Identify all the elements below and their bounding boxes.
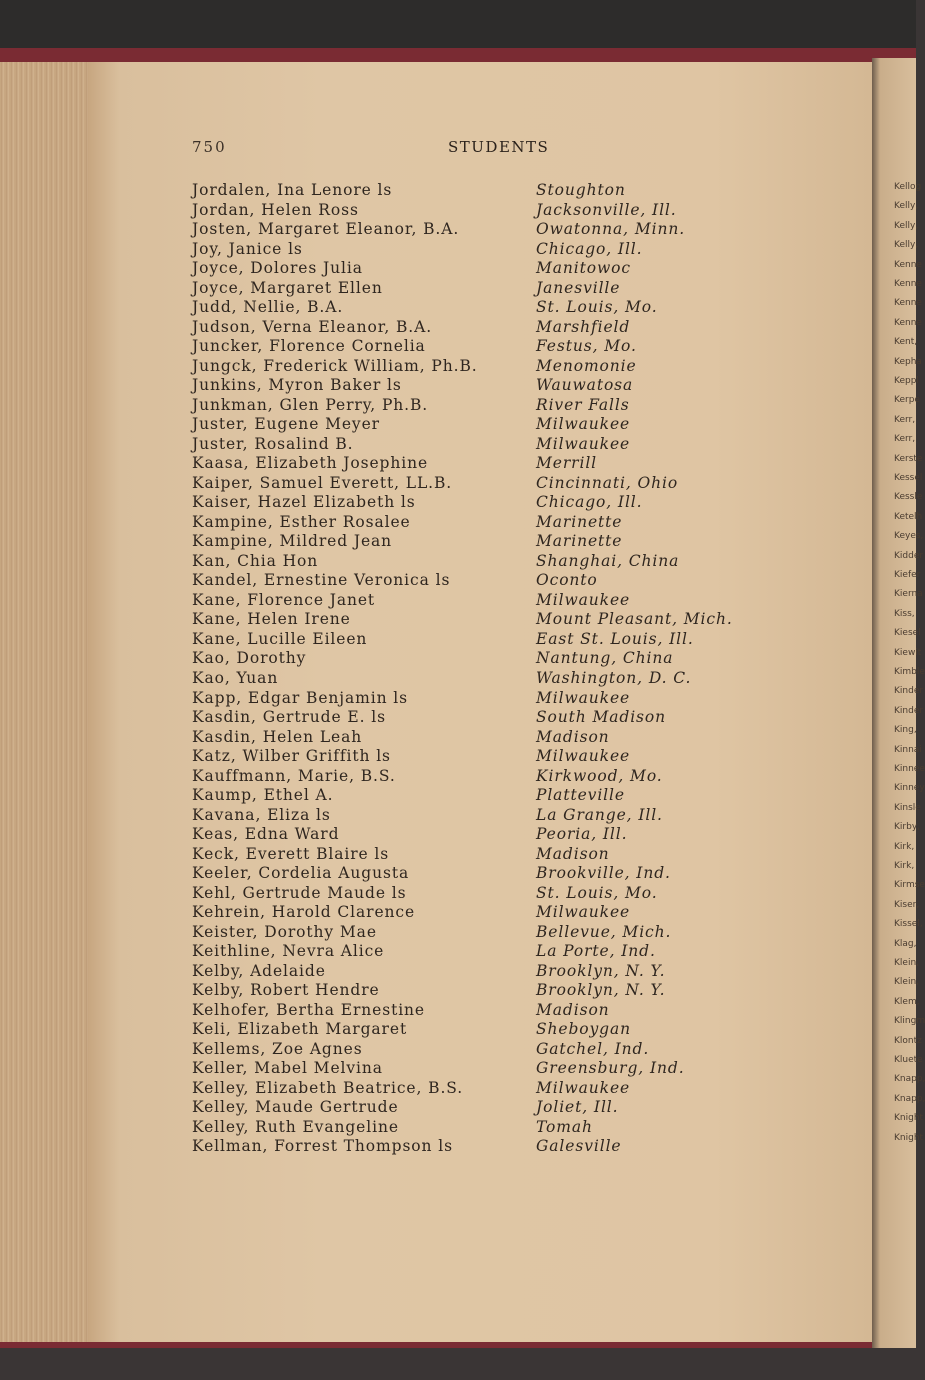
student-hometown: Bellevue, Mich. [536,923,672,941]
student-hometown: Manitowoc [536,259,631,277]
student-hometown: Madison [536,845,610,863]
next-page-fragment: Kerr, [894,434,916,444]
next-page-fragment: Kiesel [894,628,921,638]
student-hometown: Milwaukee [536,435,631,453]
student-name: Joyce, Margaret Ellen [192,279,383,297]
student-name: Kaasa, Elizabeth Josephine [192,454,429,472]
student-hometown: Janesville [536,279,621,297]
student-name: Kelley, Ruth Evangeline [192,1118,399,1136]
student-name: Keister, Dorothy Mae [192,923,377,941]
student-name: Katz, Wilber Griffith ls [192,747,391,765]
next-page-fragment: Kiser, [894,900,920,910]
background-top [0,0,916,52]
next-page-fragment: Kessle [894,492,923,502]
next-page-fragment: Kirk, [894,842,915,852]
student-name: Kapp, Edgar Benjamin ls [192,689,409,707]
next-page-fragment: Kerpe [894,395,920,405]
student-name: Keas, Edna Ward [192,825,340,843]
next-page-fragment: Kepha [894,357,922,367]
student-name: Kan, Chia Hon [192,552,319,570]
student-name: Keck, Everett Blaire ls [192,845,390,863]
student-name: Kandel, Ernestine Veronica ls [192,571,451,589]
student-name: Kampine, Mildred Jean [192,532,393,550]
student-hometown: Brookville, Ind. [536,864,671,882]
student-hometown: Sheboygan [536,1020,632,1038]
student-name: Keli, Elizabeth Margaret [192,1020,408,1038]
student-name: Kehl, Gertrude Maude ls [192,884,407,902]
next-page-fragment: Kirk, [894,861,915,871]
next-page-fragment: Kidder [894,551,924,561]
student-name: Jungck, Frederick William, Ph.B. [192,357,478,375]
next-page-fragment: Klem, [894,997,920,1007]
student-name: Kane, Florence Janet [192,591,376,609]
student-hometown: Madison [536,1001,610,1019]
student-name: Kauffmann, Marie, B.S. [192,767,396,785]
student-hometown: Chicago, Ill. [536,493,643,511]
student-hometown: Gatchel, Ind. [536,1040,650,1058]
student-name: Kehrein, Harold Clarence [192,903,416,921]
next-page-fragment: Kiss, [894,609,915,619]
student-name: Josten, Margaret Eleanor, B.A. [192,220,460,238]
next-page-fragment: Kinder [894,686,924,696]
student-hometown: Marinette [536,532,623,550]
student-hometown: Oconto [536,571,598,589]
next-page-fragment: Klingm [894,1016,925,1026]
student-name: Kelley, Elizabeth Beatrice, B.S. [192,1079,464,1097]
student-name: Keithline, Nevra Alice [192,942,385,960]
next-page-fragment: Knight [894,1113,924,1123]
next-page-fragment: Kenne [894,298,922,308]
student-hometown: East St. Louis, Ill. [536,630,694,648]
next-page-fragment: Kimble [894,667,925,677]
student-name: Judd, Nellie, B.A. [192,298,344,316]
student-name: Kellman, Forrest Thompson ls [192,1137,453,1155]
student-name: Jordan, Helen Ross [192,201,359,219]
student-hometown: Kirkwood, Mo. [536,767,663,785]
next-page-fragment: Kenne [894,279,922,289]
student-hometown: Cincinnati, Ohio [536,474,679,492]
next-page-fragment: Kessel [894,473,923,483]
next-page-fragment: Kerste [894,454,923,464]
next-page-fragment: Kirby, [894,822,921,832]
next-page-fragment: Keyes, [894,531,924,541]
student-name: Kelby, Adelaide [192,962,326,980]
next-page-fragment: Kellog [894,182,922,192]
student-hometown: Milwaukee [536,747,631,765]
student-hometown: Chicago, Ill. [536,240,643,258]
next-page-fragment: Kerr, [894,415,916,425]
student-hometown: Joliet, Ill. [536,1098,619,1116]
student-name: Kane, Lucille Eileen [192,630,368,648]
student-name: Kasdin, Helen Leah [192,728,363,746]
next-page-fragment: Keppl [894,376,919,386]
student-name: Kellems, Zoe Agnes [192,1040,363,1058]
next-page-fragment: Kenne [894,318,922,328]
next-page-fragment: Kelly, [894,240,919,250]
student-hometown: Brooklyn, N. Y. [536,981,666,999]
student-hometown: Stoughton [536,181,626,199]
student-hometown: Platteville [536,786,625,804]
next-page-fragment: Kinder [894,706,924,716]
student-hometown: Festus, Mo. [536,337,637,355]
student-hometown: La Porte, Ind. [536,942,656,960]
student-hometown: La Grange, Ill. [536,806,663,824]
student-hometown: Shanghai, China [536,552,680,570]
student-name: Kampine, Esther Rosalee [192,513,411,531]
student-name: Kaiser, Hazel Elizabeth ls [192,493,416,511]
next-page-fragment: Kelly, [894,201,919,211]
student-hometown: Madison [536,728,610,746]
student-hometown: Greensburg, Ind. [536,1059,685,1077]
student-name: Judson, Verna Eleanor, B.A. [192,318,433,336]
next-page-fragment: Knight [894,1133,924,1143]
next-page-fragment: Kent, [894,337,918,347]
next-page-fragment: Knapp, [894,1094,925,1104]
student-name: Kelhofer, Bertha Ernestine [192,1001,426,1019]
next-page-fragment: Knapp, [894,1074,925,1084]
next-page-fragment: Kinnee [894,764,925,774]
student-hometown: Merrill [536,454,598,472]
student-name: Juster, Eugene Meyer [192,415,380,433]
next-page-fragment: Kluete [894,1055,923,1065]
student-hometown: River Falls [536,396,630,414]
student-name: Kavana, Eliza ls [192,806,331,824]
student-hometown: Peoria, Ill. [536,825,628,843]
student-name: Juster, Rosalind B. [192,435,354,453]
page-number: 750 [192,138,227,156]
student-name: Kao, Dorothy [192,649,307,667]
student-hometown: South Madison [536,708,667,726]
student-name: Juncker, Florence Cornelia [192,337,426,355]
student-name: Keeler, Cordelia Augusta [192,864,410,882]
student-hometown: Galesville [536,1137,622,1155]
next-page-fragment: Kirmse [894,880,925,890]
next-page-fragment: Kinney [894,783,925,793]
next-page-fragment: Klontz [894,1036,922,1046]
next-page-fragment: Ketelh [894,512,923,522]
student-hometown: Milwaukee [536,1079,631,1097]
student-name: Junkman, Glen Perry, Ph.B. [192,396,429,414]
student-name: Joy, Janice ls [192,240,303,258]
student-hometown: Tomah [536,1118,593,1136]
student-hometown: Menomonie [536,357,637,375]
next-page-fragment: Klein, [894,958,920,968]
student-name: Junkins, Myron Baker ls [192,376,402,394]
student-name: Keller, Mabel Melvina [192,1059,383,1077]
next-page-fragment: Kiefer [894,570,921,580]
student-hometown: Nantung, China [536,649,674,667]
page-edges [0,62,95,1342]
next-page-fragment: Kelly, [894,221,919,231]
next-page-fragment: Kinnai [894,745,922,755]
student-name: Kelby, Robert Hendre [192,981,380,999]
student-name: Joyce, Dolores Julia [192,259,363,277]
next-page-fragment: Kierna [894,589,923,599]
next-page-fragment: Klein, [894,977,920,987]
student-hometown: Marinette [536,513,623,531]
next-page-fragment: King, [894,725,917,735]
next-page-fragment: Kissel, [894,919,923,929]
student-hometown: Brooklyn, N. Y. [536,962,666,980]
student-hometown: Milwaukee [536,689,631,707]
student-name: Jordalen, Ina Lenore ls [192,181,393,199]
next-page-fragment: Kinsle [894,803,921,813]
student-name: Kao, Yuan [192,669,279,687]
student-name: Kane, Helen Irene [192,610,351,628]
running-title: STUDENTS [448,138,550,156]
student-hometown: Milwaukee [536,903,631,921]
student-hometown: Milwaukee [536,591,631,609]
student-name: Kelley, Maude Gertrude [192,1098,399,1116]
student-hometown: Mount Pleasant, Mich. [536,610,733,628]
student-hometown: Washington, D. C. [536,669,692,687]
student-hometown: St. Louis, Mo. [536,884,658,902]
student-hometown: St. Louis, Mo. [536,298,658,316]
student-name: Kaump, Ethel A. [192,786,334,804]
next-page-fragment: Klag, [894,939,917,949]
student-hometown: Owatonna, Minn. [536,220,686,238]
student-hometown: Marshfield [536,318,631,336]
student-name: Kasdin, Gertrude E. ls [192,708,386,726]
student-name: Kaiper, Samuel Everett, LL.B. [192,474,453,492]
student-hometown: Wauwatosa [536,376,634,394]
next-page-fragment: Kenne [894,260,922,270]
student-hometown: Jacksonville, Ill. [536,201,677,219]
next-page-fragment: Kiewit [894,648,922,658]
next-page-edge [872,58,925,1348]
student-hometown: Milwaukee [536,415,631,433]
